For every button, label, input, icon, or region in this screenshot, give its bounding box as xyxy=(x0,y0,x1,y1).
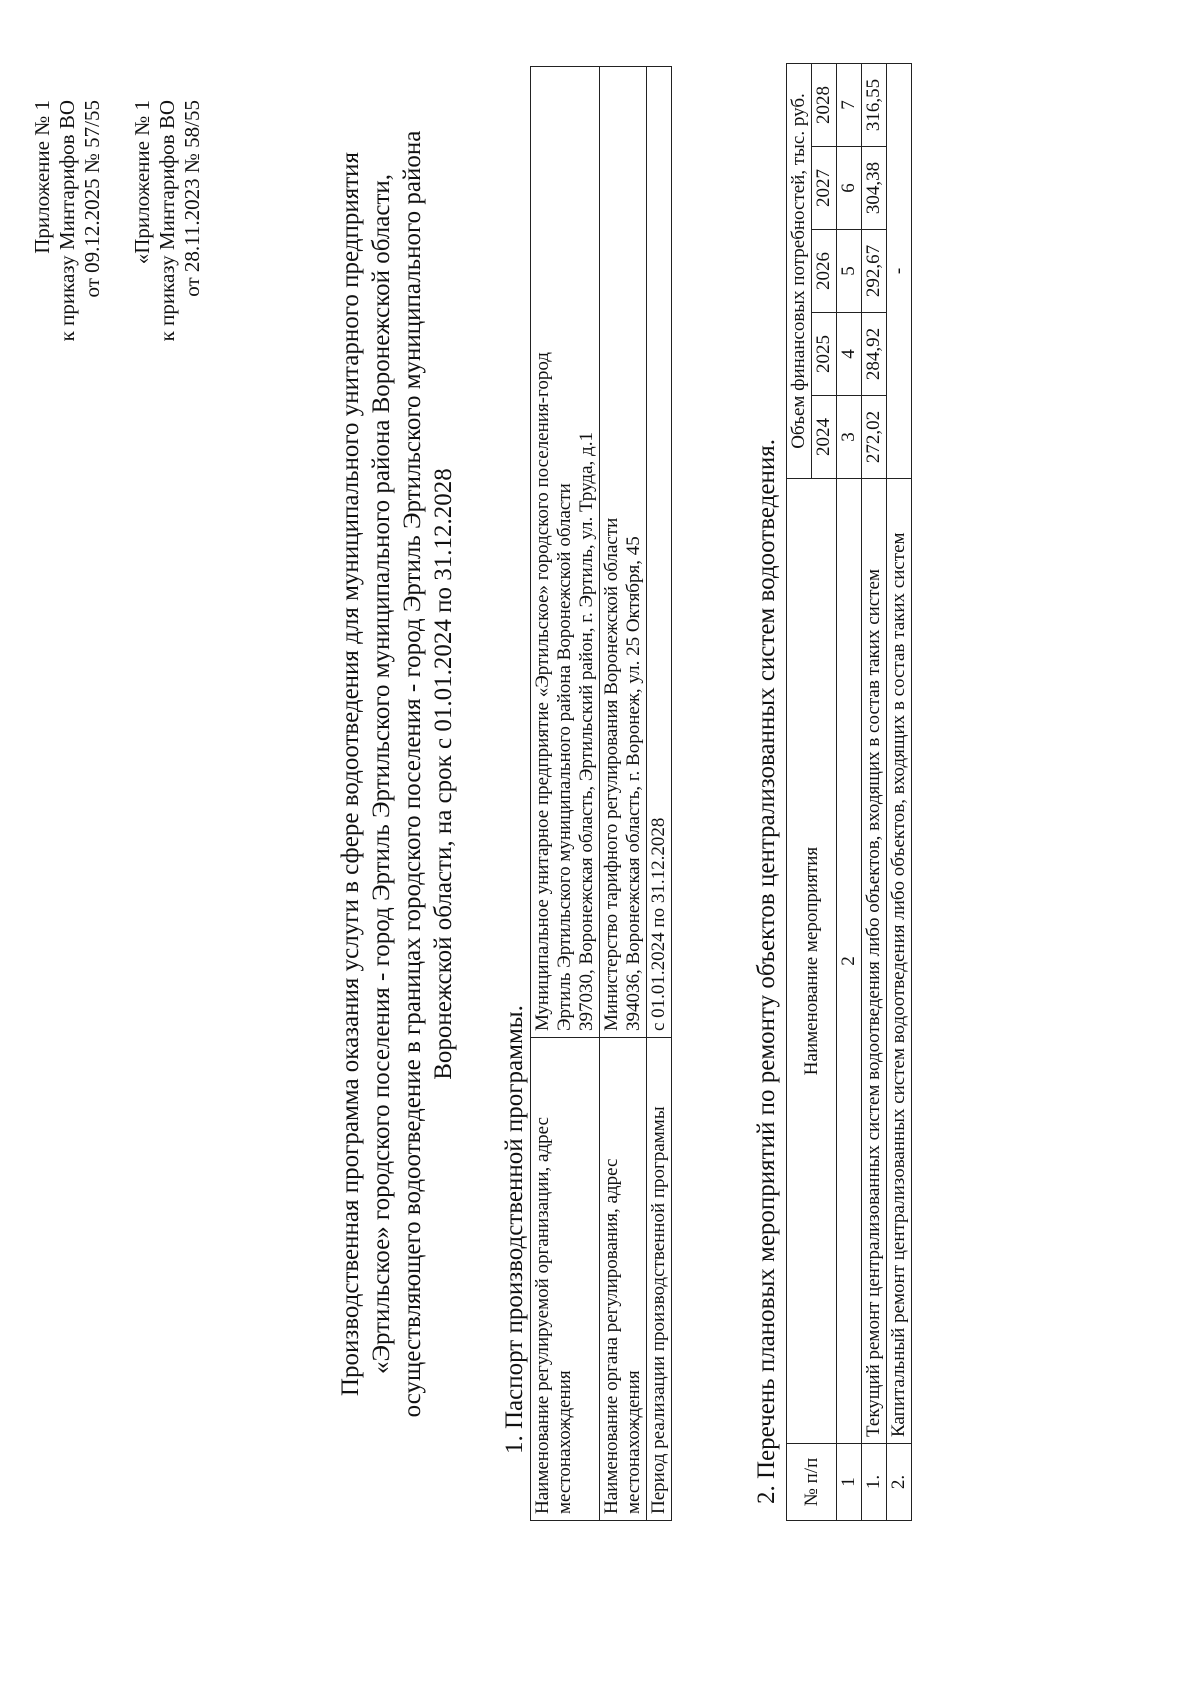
section2-title: 2. Перечень плановых мероприятий по ремонту объектов централизованных систем водоотведения. xyxy=(753,439,780,1504)
appendix-previous-line3: от 28.11.2023 № 58/55 xyxy=(180,100,204,297)
table-header-row xyxy=(787,64,812,1521)
appendix-current-stamp xyxy=(30,100,105,341)
passport-value xyxy=(647,67,672,1038)
passport-value-line: 397030, Воронежская область, Эртильский район, г. Эртиль, ул. Труда, д.1 xyxy=(576,432,597,1031)
row-value: 272,02 xyxy=(862,396,887,479)
row-num: 2. xyxy=(887,1444,912,1521)
appendix-previous-line1: «Приложение № 1 xyxy=(130,100,154,265)
passport-value-line: Муниципальное унитарное предприятие «Эртильское» городского поселения-город xyxy=(532,352,553,1031)
passport-table xyxy=(530,66,672,1521)
repair-plan-table xyxy=(786,63,912,1521)
passport-row xyxy=(600,67,647,1521)
row-value: 316,55 xyxy=(862,64,887,147)
passport-label: Наименование органа регулирования, адрес местонахождения xyxy=(600,1038,647,1521)
row-value-merged: - xyxy=(887,64,912,479)
header-year: 2027 xyxy=(812,147,837,230)
index-cell: 2 xyxy=(837,479,862,1444)
appendix-current-line2: к приказу Минтарифов ВО xyxy=(55,100,79,342)
header-volume: Объем финансовых потребностей, тыс. руб. xyxy=(787,64,812,479)
passport-value-line: Министерство тарифного регулирования Воронежской области xyxy=(601,517,622,1031)
appendix-current-line1: Приложение № 1 xyxy=(30,100,54,254)
header-year: 2028 xyxy=(812,64,837,147)
table-row xyxy=(887,64,912,1521)
index-cell: 5 xyxy=(837,230,862,313)
row-value: 292,67 xyxy=(862,230,887,313)
document-title xyxy=(335,24,459,1524)
row-name: Текущий ремонт централизованных систем водоотведения либо объектов, входящих в состав таких систем xyxy=(862,479,887,1444)
title-line2: «Эртильское» городского поселения - город Эртиль Эртильского муниципального района Воронежской области, xyxy=(368,173,395,1375)
passport-value-line: 394036, Воронежская область, г. Воронеж, ул. 25 Октября, 45 xyxy=(623,536,644,1031)
passport-value xyxy=(600,67,647,1038)
index-cell: 7 xyxy=(837,64,862,147)
passport-value-line: с 01.01.2024 по 31.12.2028 xyxy=(648,817,669,1031)
row-num: 1. xyxy=(862,1444,887,1521)
row-value: 304,38 xyxy=(862,147,887,230)
header-name: Наименование мероприятия xyxy=(787,479,837,1444)
row-value: 284,92 xyxy=(862,313,887,396)
passport-value xyxy=(531,67,600,1038)
passport-label: Период реализации производственной программы xyxy=(647,1038,672,1521)
passport-value-line: Эртиль Эртильского муниципального района Воронежской области xyxy=(554,483,575,1031)
header-year: 2026 xyxy=(812,230,837,313)
title-line3: осуществляющего водоотведение в границах городского поселения - город Эртиль Эртильского муниципального района xyxy=(399,130,426,1418)
appendix-previous-line2: к приказу Минтарифов ВО xyxy=(155,100,179,342)
index-cell: 3 xyxy=(837,396,862,479)
index-cell: 6 xyxy=(837,147,862,230)
index-cell: 1 xyxy=(837,1444,862,1521)
passport-label: Наименование регулируемой организации, адрес местонахождения xyxy=(531,1038,600,1521)
passport-row xyxy=(647,67,672,1521)
table-row xyxy=(862,64,887,1521)
header-year: 2024 xyxy=(812,396,837,479)
header-year: 2025 xyxy=(812,313,837,396)
title-line4: Воронежской области, на срок с 01.01.2024 по 31.12.2028 xyxy=(430,468,457,1080)
passport-row xyxy=(531,67,600,1521)
row-name: Капитальный ремонт централизованных систем водоотведения либо объектов, входящих в состав таких систем xyxy=(887,479,912,1444)
section1-title: 1. Паспорт производственной программы. xyxy=(501,1005,528,1454)
title-line1: Производственная программа оказания услуги в сфере водоотведения для муниципального унитарного предприятия xyxy=(337,151,364,1397)
appendix-previous-stamp xyxy=(130,100,205,341)
table-index-row xyxy=(837,64,862,1521)
index-cell: 4 xyxy=(837,313,862,396)
header-num: № п/п xyxy=(787,1444,837,1521)
appendix-current-line3: от 09.12.2025 № 57/55 xyxy=(80,100,104,298)
